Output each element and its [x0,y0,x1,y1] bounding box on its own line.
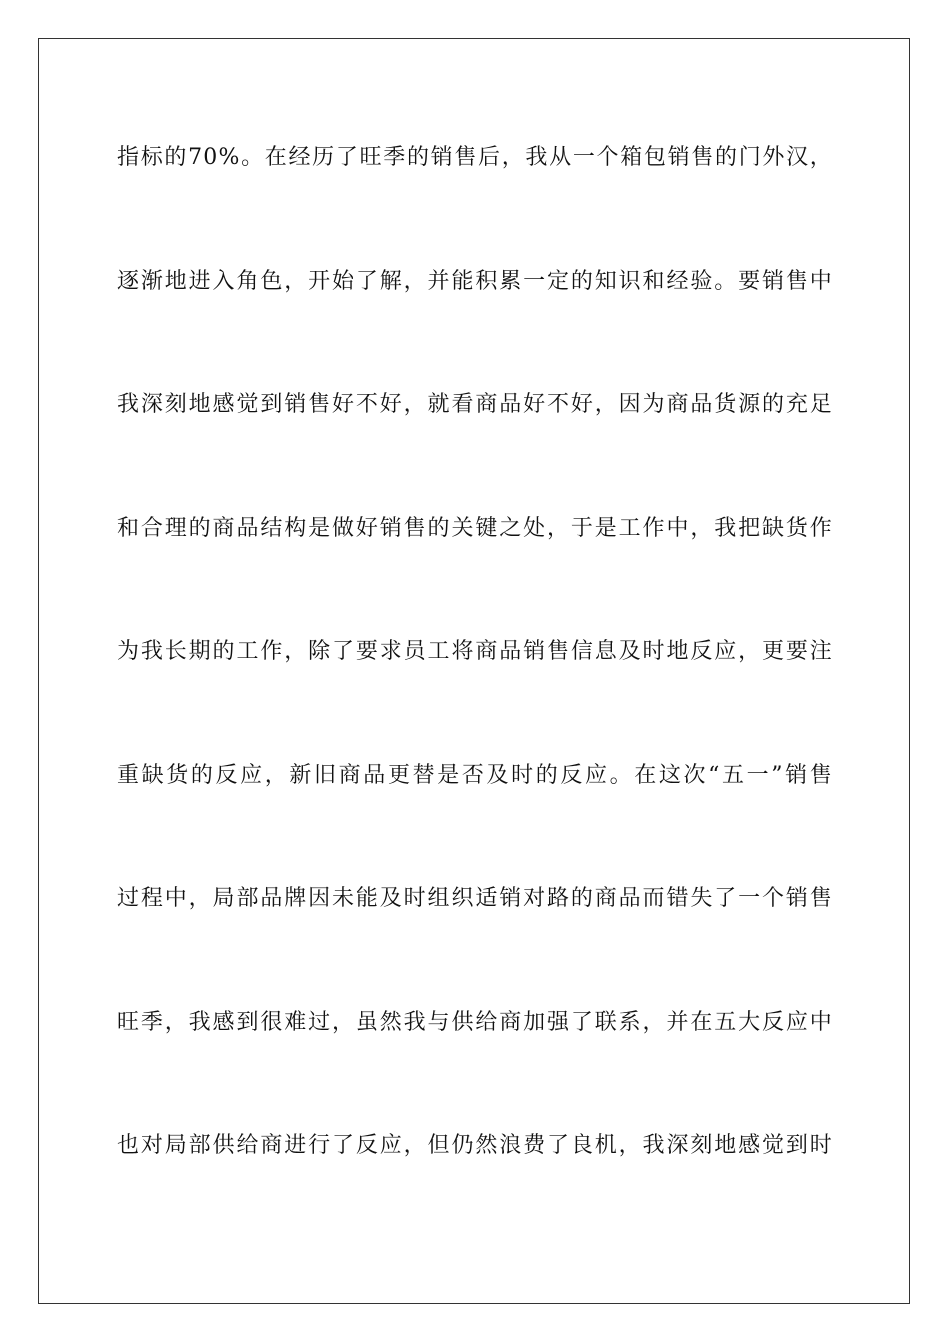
text-line: 逐渐地进入角色，开始了解，并能积累一定的知识和经验。要销售中 [117,268,833,294]
text-line: 为我长期的工作，除了要求员工将商品销售信息及时地反应，更要注 [117,639,833,664]
text-line: 指标的70%。在经历了旺季的销售后，我从一个箱包销售的门外汉， [117,145,833,170]
text-line: 也对局部供给商进行了反应，但仍然浪费了良机，我深刻地感觉到时 [117,1133,833,1158]
text-line: 重缺货的反应，新旧商品更替是否及时的反应。在这次“五一”销售 [117,762,833,788]
text-line: 和合理的商品结构是做好销售的关键之处，于是工作中，我把缺货作 [117,515,833,541]
text-line: 我深刻地感觉到销售好不好，就看商品好不好，因为商品货源的充足 [117,392,833,417]
document-body [117,136,833,1248]
text-line: 旺季，我感到很难过，虽然我与供给商加强了联系，并在五大反应中 [117,1009,833,1035]
text-line: 过程中，局部品牌因未能及时组织适销对路的商品而错失了一个销售 [117,886,833,911]
